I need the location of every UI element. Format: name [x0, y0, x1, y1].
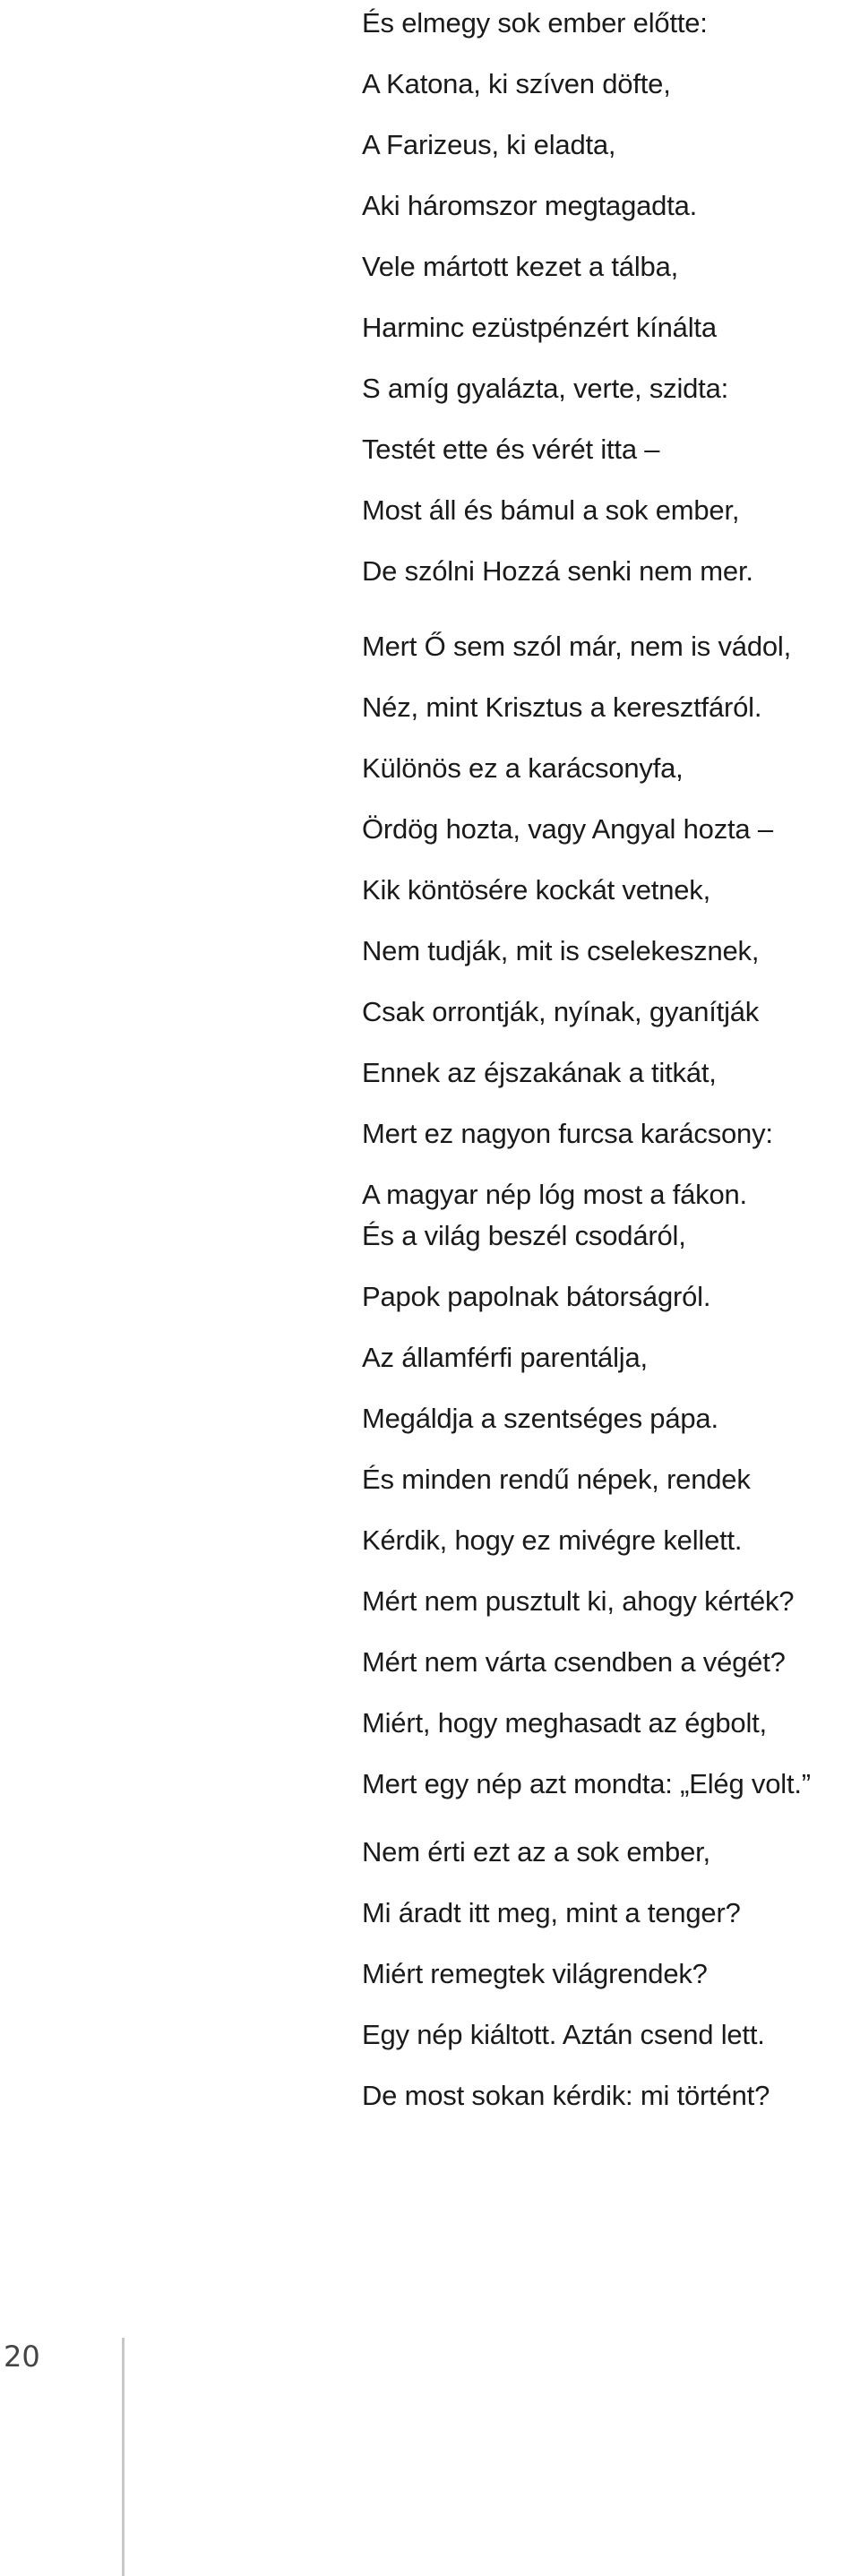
- poem-line: Nem tudják, mit is cselekesznek,: [362, 935, 760, 966]
- poem-line: Mert ez nagyon furcsa karácsony:: [362, 1118, 773, 1149]
- poem-line: Papok papolnak bátorságról.: [362, 1281, 711, 1312]
- poem-line: Mert Ő sem szól már, nem is vádol,: [362, 631, 791, 662]
- page-number: 20: [4, 2340, 40, 2374]
- poem-line: Kik köntösére kockát vetnek,: [362, 874, 710, 906]
- poem-line: És a világ beszél csodáról,: [362, 1220, 686, 1251]
- poem-line: Vele mártott kezet a tálba,: [362, 251, 679, 282]
- poem-line: Az államférfi parentálja,: [362, 1342, 648, 1373]
- poem-line: Miért remegtek világrendek?: [362, 1958, 708, 1989]
- footer-divider: [122, 2338, 125, 2576]
- poem-line: De most sokan kérdik: mi történt?: [362, 2080, 770, 2111]
- poem-line: A Katona, ki szíven döfte,: [362, 68, 671, 99]
- poem-line: Megáldja a szentséges pápa.: [362, 1403, 718, 1434]
- poem-line: Csak orrontják, nyínak, gyanítják: [362, 996, 760, 1027]
- poem-line: Néz, mint Krisztus a keresztfáról.: [362, 691, 762, 723]
- poem-line: Testét ette és vérét itta –: [362, 434, 660, 465]
- stanza-3: [362, 1206, 811, 1815]
- poem-line: Mért nem várta csendben a végét?: [362, 1646, 786, 1678]
- poem-line: De szólni Hozzá senki nem mer.: [362, 555, 753, 587]
- poem-line: Mért nem pusztult ki, ahogy kérték?: [362, 1585, 795, 1617]
- poem-line: Mert egy nép azt mondta: „Elég volt.”: [362, 1768, 811, 1799]
- poem-line: Nem érti ezt az a sok ember,: [362, 1836, 710, 1868]
- poem-line: Ennek az éjszakának a titkát,: [362, 1057, 717, 1088]
- poem-line: A Farizeus, ki eladta,: [362, 129, 616, 160]
- poem-line: Ördög hozta, vagy Angyal hozta –: [362, 813, 773, 845]
- poem-line: És elmegy sok ember előtte:: [362, 7, 708, 39]
- stanza-1: [362, 0, 753, 602]
- poem-line: A magyar nép lóg most a fákon.: [362, 1179, 747, 1210]
- stanza-2: [362, 616, 791, 1225]
- poem-line: Kérdik, hogy ez mivégre kellett.: [362, 1524, 743, 1556]
- poem-line: Különös ez a karácsonyfa,: [362, 752, 684, 784]
- poem-line: S amíg gyalázta, verte, szidta:: [362, 373, 729, 404]
- poem-line: Most áll és bámul a sok ember,: [362, 494, 740, 526]
- poem-line: És minden rendű népek, rendek: [362, 1464, 751, 1495]
- poem-line: Mi áradt itt meg, mint a tenger?: [362, 1897, 741, 1928]
- poem-line: Miért, hogy meghasadt az égbolt,: [362, 1707, 767, 1739]
- stanza-4: [362, 1822, 770, 2126]
- poem-line: Egy nép kiáltott. Aztán csend lett.: [362, 2019, 765, 2050]
- poem-line: Harminc ezüstpénzért kínálta: [362, 312, 717, 343]
- poem-line: Aki háromszor megtagadta.: [362, 190, 698, 221]
